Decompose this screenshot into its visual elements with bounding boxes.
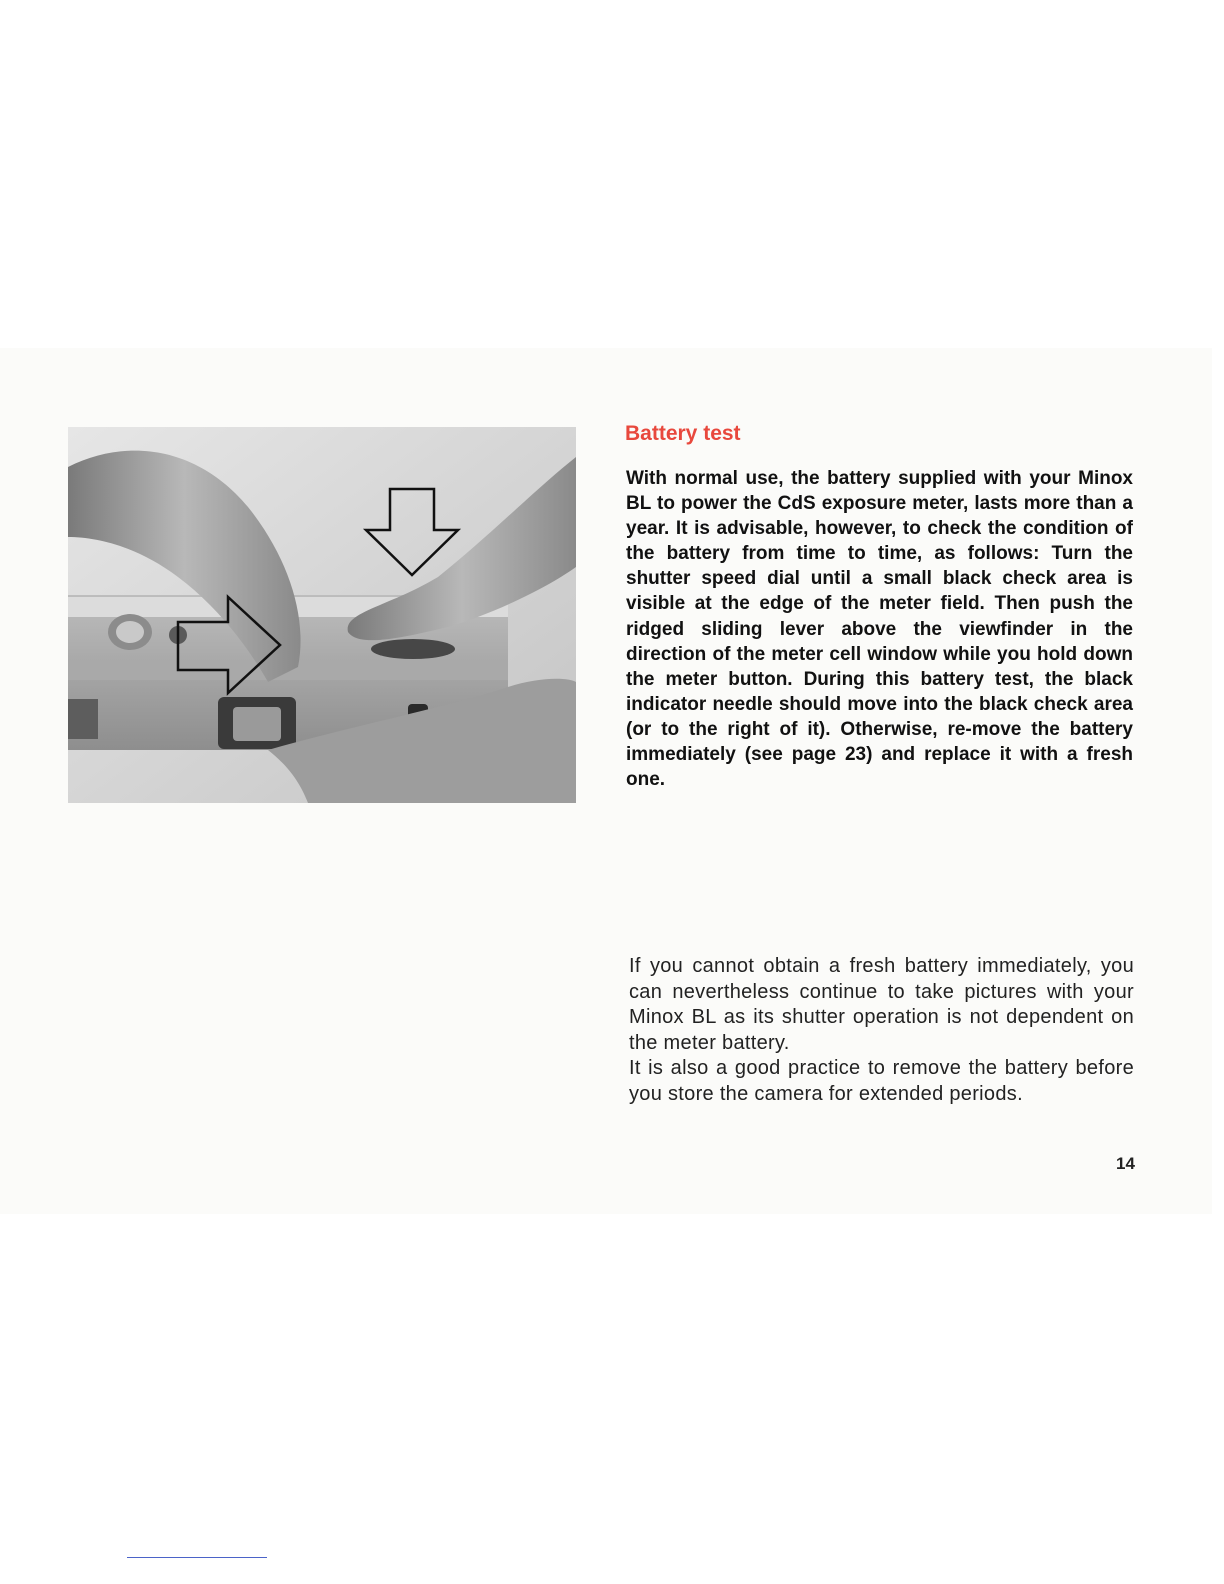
section-heading: Battery test (625, 422, 741, 445)
note-paragraph-storage: It is also a good practice to remove the battery before you store the camera for extended periods. (629, 1057, 1134, 1105)
additional-notes (629, 954, 1134, 1108)
page-number: 14 (1116, 1154, 1135, 1173)
battery-test-instructions: With normal use, the battery supplied with your Minox BL to power the CdS exposure meter, lasts more than a year. It is advisable, however, to check the condition of the battery from time to time, as follows: Turn the shutter speed dial until a small black check area is visible at the edge of the meter field. Then push the ridged sliding lever above the viewfinder in the direction of the meter cell window while you hold down the meter button. During this battery test, the black indicator needle should move into the black check area (or to the right of it). Otherwise, re-move the battery immediately (see page 23) and replace it with a fresh one. (626, 468, 1133, 791)
note-paragraph-fresh-battery: If you cannot obtain a fresh battery immediately, you can nevertheless continue to take pictures with your Minox BL as its shutter operation is not dependent on the meter battery. (629, 955, 1134, 1054)
footnote-rule (127, 1557, 267, 1558)
camera-battery-test-photo (68, 427, 576, 803)
